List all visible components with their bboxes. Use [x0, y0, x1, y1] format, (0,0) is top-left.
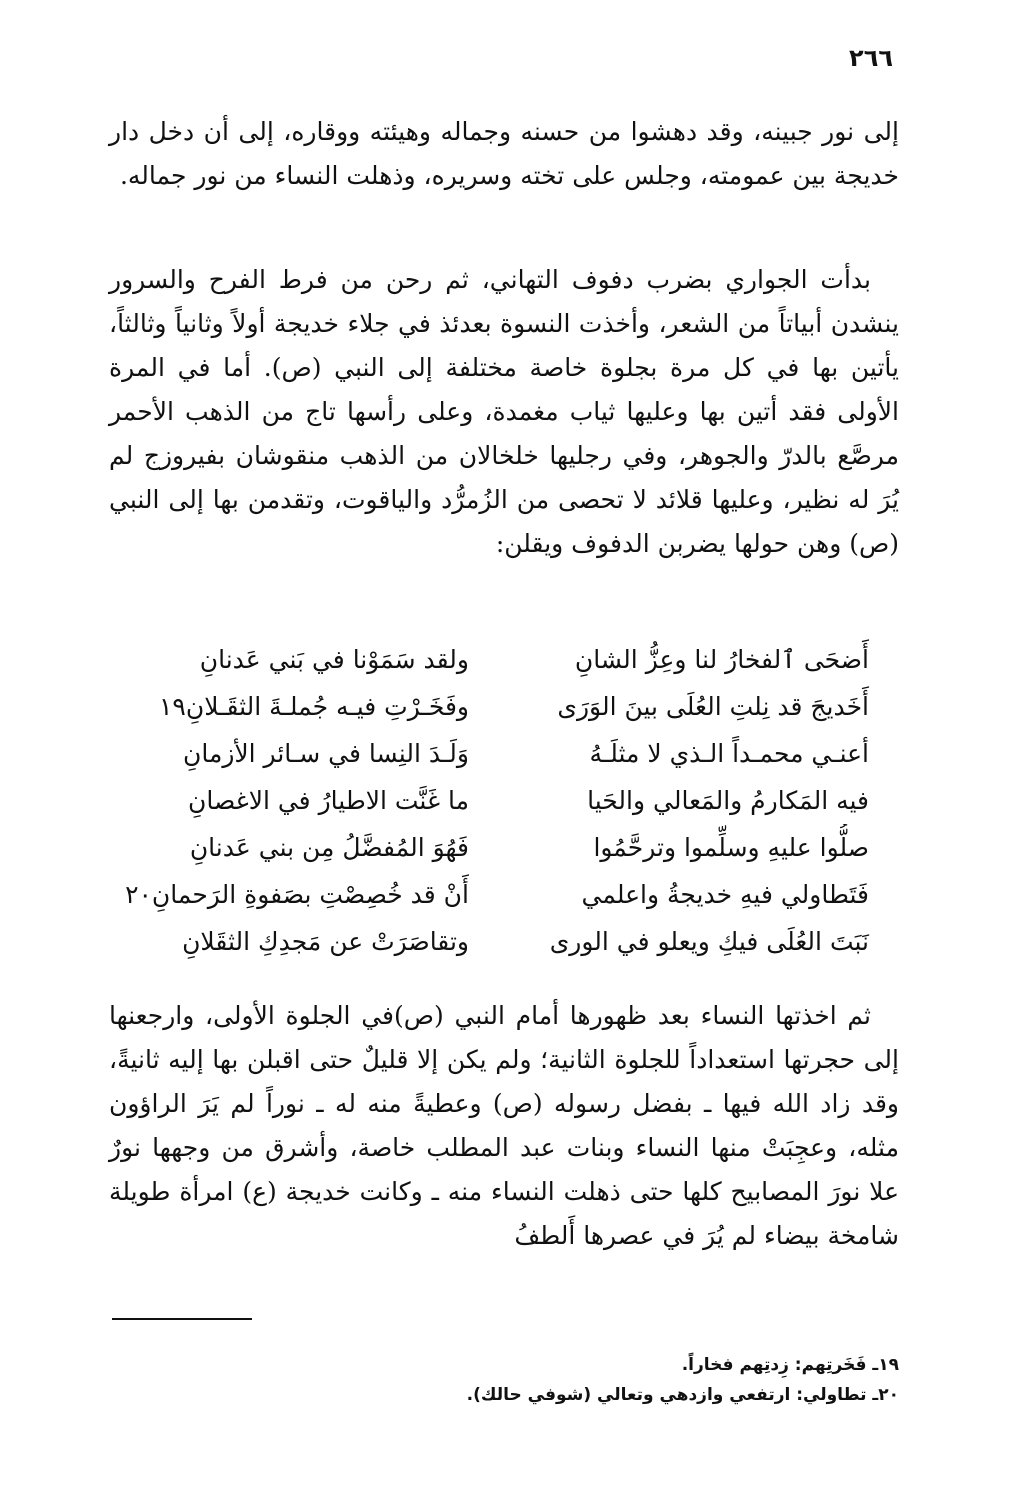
poem-verse: [109, 777, 899, 824]
verse-second-hemistich: وفَخَـرْتِ فيـه جُملـةَ الثقَـلانِ١٩: [158, 692, 469, 721]
verse-first-hemistich: نَبَتَ العُلَى فيكِ ويعلو في الورى: [549, 927, 869, 956]
verse-second-hemistich: وَلَـدَ النِسا في سـائر الأزمانِ: [182, 739, 469, 768]
paragraph-text: ثم اخذتها النساء بعد ظهورها أمام النبي (ص)في الجلوة الأولى، وارجعنها إلى حجرتها استعداداً للجلوة الثانية؛ ولم يكن إلا قليلٌ حتى اقبلن بها إليه ثانيةً، وقد زاد الله فيها ـ بفضل رسوله (ص) وعطيةً منه له ـ نوراً لم يَرَ الراؤون مثله، وعجِبَتْ منها النساء وبنات عبد المطلب خاصة، وأشرق من وجهها نورٌ علا نورَ المصابيح كلها حتى ذهلت النساء منه ـ وكانت خديجة (ع) امرأة طويلة شامخة بيضاء لم يُرَ في عصرها أَلطفُ: [109, 1001, 899, 1250]
paragraph-3: [109, 994, 899, 1258]
footnote: ١٩ـ فَخَرتِهم: زِدتِهم فخاراً.: [681, 1355, 899, 1375]
paragraph-1: [109, 110, 899, 198]
verse-first-hemistich: أَضحَى ٱلفخارُ لنا وعِزُّ الشانِ: [574, 645, 869, 674]
paragraph-text: بدأت الجواري بضرب دفوف التهاني، ثم رحن من فرط الفرح والسرور ينشدن أبياتاً من الشعر، وأخذت النسوة بعدئذ في جلاء خديجة أولاً وثانياً وثالثاً، يأتين بها في كل مرة بجلوة خاصة مختلفة إلى النبي (ص). أما في المرة الأولى فقد أتين بها وعليها ثياب مغمدة، وعلى رأسها تاج من الذهب الأحمر مرصَّع بالدرّ والجوهر، وفي رجليها خلخالان من الذهب منقوشان بفيروزج لم يُرَ له نظير، وعليها قلائد لا تحصى من الزُمرُّد والياقوت، وتقدمن بها إلى النبي (ص) وهن حولها يضربن الدفوف ويقلن:: [109, 265, 900, 558]
paragraph-2: [109, 258, 899, 566]
verse-second-hemistich: ما غَنَّت الاطيارُ في الاغصانِ: [187, 786, 469, 815]
poem-verse: [109, 871, 899, 918]
verse-first-hemistich: أَخَديجَ قد نِلتِ العُلَى بينَ الوَرَى: [557, 692, 869, 721]
footnote-divider: [112, 1318, 252, 1320]
poem: [109, 636, 899, 965]
verse-first-hemistich: فَتَطاولي فيهِ خديجةُ واعلمي: [581, 880, 869, 909]
poem-verse: [109, 730, 899, 777]
poem-verse: [109, 824, 899, 871]
verse-first-hemistich: صلُّوا عليهِ وسلِّموا وترحَّمُوا: [593, 833, 869, 862]
poem-verse: [109, 918, 899, 965]
verse-second-hemistich: أَنْ قد خُصِصْتِ بصَفوةِ الرَحمانِ٢٠: [125, 880, 469, 909]
footnotes: [109, 1350, 899, 1410]
verse-second-hemistich: فَهُوَ المُفضَّلُ مِن بني عَدنانِ: [189, 833, 469, 862]
poem-verse: [109, 636, 899, 683]
verse-second-hemistich: وتقاصَرَتْ عن مَجدِكِ الثقَلانِ: [182, 927, 469, 956]
footnote: ٢٠ـ تطاولي: ارتفعي وازدهي وتعالي (شوفي حالك).: [466, 1385, 899, 1405]
verse-second-hemistich: ولقد سَمَوْنا في بَني عَدنانِ: [199, 645, 469, 674]
verse-first-hemistich: فيه المَكارمُ والمَعالي والحَيا: [587, 786, 869, 815]
paragraph-text: إلى نور جبينه، وقد دهشوا من حسنه وجماله وهيئته ووقاره، إلى أن دخل دار خديجة بين عمومته، وجلس على تخته وسريره، وذهلت النساء من نور جماله.: [109, 117, 899, 190]
poem-verse: [109, 683, 899, 730]
page-number: ٢٦٦: [849, 44, 893, 72]
verse-first-hemistich: أعنـي محمـداً الـذي لا مثلَـهُ: [589, 739, 869, 768]
